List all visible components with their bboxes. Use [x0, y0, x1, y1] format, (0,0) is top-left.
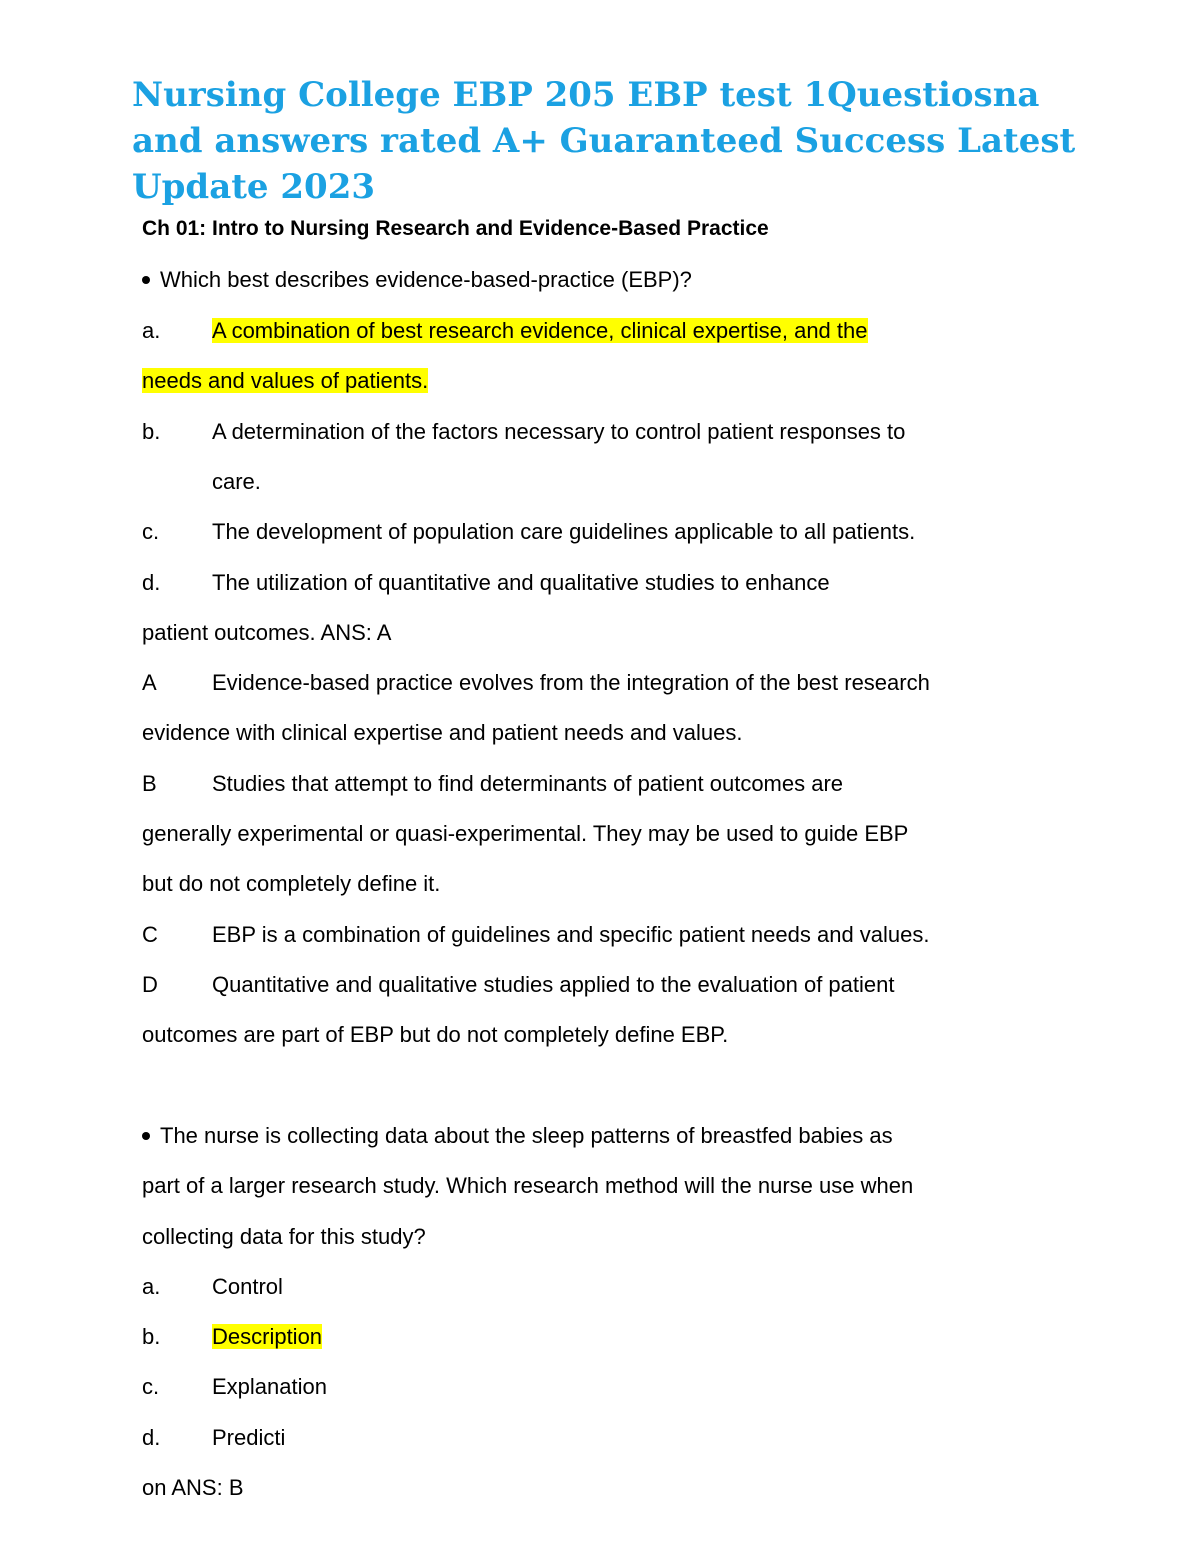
rationale-b-continuation: generally experimental or quasi-experimental. They may be used to guide EBP — [142, 821, 909, 846]
rationale-d-text: Quantitative and qualitative studies applied to the evaluation of patient — [212, 972, 895, 997]
q1-option-a-continuation — [142, 366, 428, 396]
q1-option-c-text: The development of population care guidelines applicable to all patients. — [212, 519, 916, 544]
q1-option-d-letter: d. — [142, 570, 161, 595]
rationale-c-letter: C — [142, 922, 158, 947]
q2-option-d-text: Predicti — [212, 1425, 286, 1450]
q1-option-d-continuation: patient outcomes. ANS: A — [142, 620, 392, 645]
question-2 — [142, 1121, 893, 1151]
question-2-text-line1: The nurse is collecting data about the sleep patterns of breastfed babies as — [160, 1123, 893, 1148]
q1-option-b-letter: b. — [142, 419, 161, 444]
rationale-b-continuation-2: but do not completely define it. — [142, 871, 441, 896]
q2-option-b-text — [212, 1322, 322, 1352]
q2-option-a-letter: a. — [142, 1274, 161, 1299]
q2-option-d-letter: d. — [142, 1425, 161, 1450]
rationale-c-text: EBP is a combination of guidelines and specific patient needs and values. — [212, 922, 930, 947]
q2-answer: on ANS: B — [142, 1475, 244, 1500]
q2-option-a-text: Control — [212, 1274, 283, 1299]
q1-option-c-letter: c. — [142, 519, 160, 544]
q2-option-c-letter: c. — [142, 1374, 160, 1399]
q1-option-d-text: The utilization of quantitative and qualitative studies to enhance — [212, 570, 830, 595]
q1-option-b-continuation: care. — [212, 469, 261, 494]
rationale-a-letter: A — [142, 670, 157, 695]
question-1 — [142, 265, 692, 295]
rationale-b-text: Studies that attempt to find determinants of patient outcomes are — [212, 771, 844, 796]
rationale-a-text: Evidence-based practice evolves from the integration of the best research — [212, 670, 930, 695]
q2-option-b-letter: b. — [142, 1324, 161, 1349]
q1-option-b-text: A determination of the factors necessary to control patient responses to — [212, 419, 906, 444]
chapter-heading: Ch 01: Intro to Nursing Research and Evidence-Based Practice — [142, 217, 769, 240]
highlighted-answer: Description — [212, 1324, 323, 1349]
rationale-a-continuation: evidence with clinical expertise and patient needs and values. — [142, 720, 743, 745]
highlighted-answer-cont: needs and values of patients. — [142, 368, 429, 393]
q2-option-c-text: Explanation — [212, 1374, 327, 1399]
document-title: Nursing College EBP 205 EBP test 1Questiosna and answers rated A+ Guaranteed Success Latest Update 2023 — [132, 75, 1076, 207]
question-1-text: Which best describes evidence-based-practice (EBP)? — [160, 267, 692, 292]
question-2-text-line2: part of a larger research study. Which research method will the nurse use when — [142, 1173, 914, 1198]
highlighted-answer: A combination of best research evidence, clinical expertise, and the — [212, 318, 868, 343]
rationale-d-continuation: outcomes are part of EBP but do not completely define EBP. — [142, 1022, 729, 1047]
question-2-text-line3: collecting data for this study? — [142, 1224, 426, 1249]
rationale-d-letter: D — [142, 972, 158, 997]
rationale-b-letter: B — [142, 771, 157, 796]
q1-option-a-letter: a. — [142, 318, 161, 343]
q1-option-a-text — [212, 316, 868, 346]
bullet-icon — [142, 1132, 150, 1140]
bullet-icon — [142, 276, 150, 284]
